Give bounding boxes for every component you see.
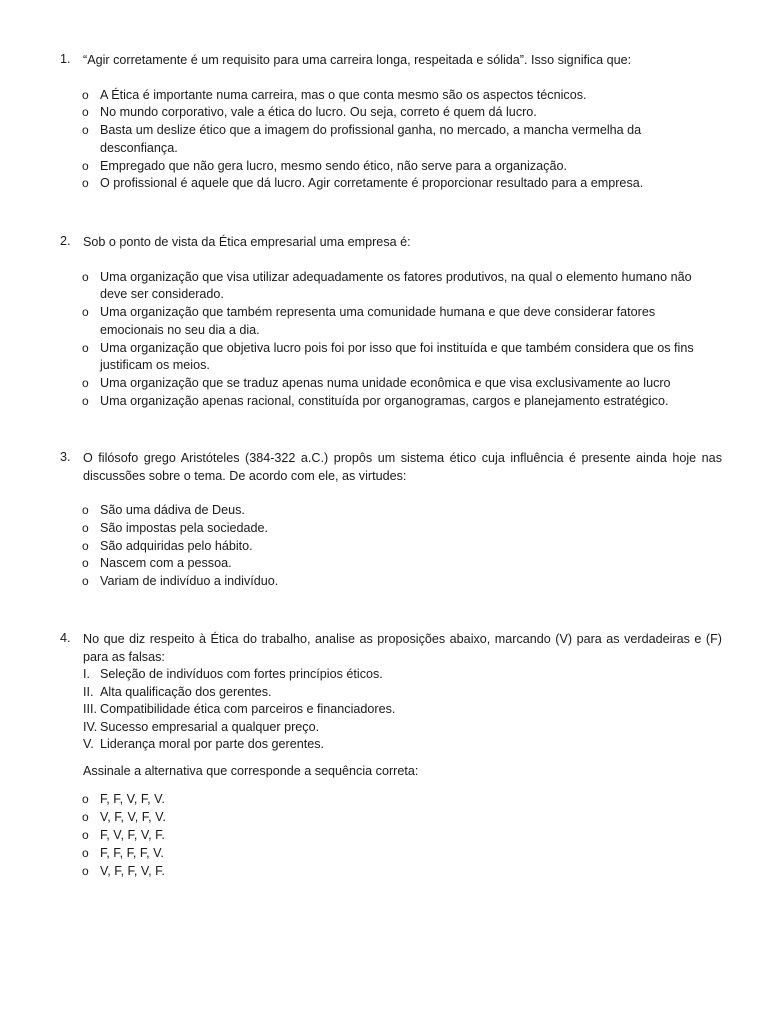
proposition-item [83,684,722,702]
bullet-icon: o [82,503,89,517]
bullet-icon: o [82,845,89,860]
bullet-icon: o [82,123,89,138]
bullet-icon: o [82,792,89,807]
option-item [60,375,722,393]
option-text: F, F, F, F, V. [100,845,164,860]
option-item [60,791,722,809]
bullet-icon: o [82,810,89,825]
option-text: F, F, V, F, V. [100,792,165,807]
option-item [60,845,722,863]
option-text: Uma organização que visa utilizar adequadamente os fatores produtivos, na qual o elemento humano não deve ser considerado. [100,269,692,302]
option-text: São uma dádiva de Deus. [100,503,245,517]
bullet-icon: o [82,538,89,553]
bullet-icon: o [82,105,89,120]
proposition-text: Compatibilidade ética com parceiros e financiadores. [100,702,396,717]
option-item [60,502,722,520]
bullet-icon: o [82,176,89,191]
option-list [60,791,722,880]
question-4 [60,631,722,880]
question-1 [60,52,722,193]
option-text: Basta um deslize ético que a imagem do profissional ganha, no mercado, a mancha vermelha da desconfiança. [100,123,642,155]
option-item [60,158,722,176]
option-list [60,502,722,591]
proposition-label: II. [83,684,94,699]
bullet-icon: o [82,863,89,878]
option-item [60,269,722,305]
option-item [60,393,722,411]
option-item [60,573,722,591]
bullet-icon: o [82,828,89,843]
option-text: Uma organização que também representa uma comunidade humana e que deve considerar fatores emocionais no seu dia a dia. [100,305,656,337]
bullet-icon: o [82,520,89,535]
proposition-text: Liderança moral por parte dos gerentes. [100,737,325,752]
proposition-text: Sucesso empresarial a qualquer preço. [100,719,320,734]
option-text: A Ética é importante numa carreira, mas o que conta mesmo são os aspectos técnicos. [100,87,587,102]
option-text: Variam de indivíduo a indivíduo. [100,574,279,589]
bullet-icon: o [82,269,89,284]
option-item [60,520,722,538]
option-item [60,175,722,193]
bullet-icon: o [82,376,89,391]
option-text: Nascem com a pessoa. [100,556,232,571]
bullet-icon: o [82,305,89,320]
option-item [60,827,722,845]
option-text: Uma organização que se traduz apenas numa unidade econômica e que visa exclusivamente ao lucro [100,376,671,391]
option-list [60,269,722,411]
option-text: V, F, F, V, F. [100,863,165,878]
option-item [60,122,722,158]
bullet-icon: o [82,394,89,409]
option-item [60,809,722,827]
option-text: Empregado que não gera lucro, mesmo sendo ético, não serve para a organização. [100,158,567,173]
proposition-label: I. [83,667,90,681]
proposition-list [83,666,722,754]
question-number: 1. [60,52,71,66]
option-text: O profissional é aquele que dá lucro. Agir corretamente é proporcionar resultado para a empresa. [100,176,644,191]
option-item [60,87,722,105]
bullet-icon: o [82,87,89,102]
option-item [60,304,722,340]
option-text: São adquiridas pelo hábito. [100,538,253,553]
question-text: No que diz respeito à Ética do trabalho, analise as proposições abaixo, marcando (V) para as verdadeiras e (F) para as falsas: [83,632,722,664]
option-item [60,104,722,122]
bullet-icon: o [82,158,89,173]
proposition-label: IV. [83,719,98,734]
option-item [60,863,722,881]
option-item [60,555,722,573]
question-number: 2. [60,234,71,248]
proposition-label: V. [83,737,94,752]
option-item [60,340,722,376]
question-text: Sob o ponto de vista da Ética empresarial uma empresa é: [83,235,411,249]
option-text: São impostas pela sociedade. [100,520,269,535]
proposition-text: Alta qualificação dos gerentes. [100,684,272,699]
question-number: 3. [60,450,71,464]
proposition-text: Seleção de indivíduos com fortes princípios éticos. [100,667,383,681]
question-number: 4. [60,631,71,645]
bullet-icon: o [82,340,89,355]
option-text: Uma organização que objetiva lucro pois foi por isso que foi instituída e que também considera que os fins justificam os meios. [100,340,694,373]
proposition-item [83,736,722,754]
proposition-item [83,701,722,719]
option-text: Uma organização apenas racional, constituída por organogramas, cargos e planejamento estratégico. [100,394,669,409]
bullet-icon: o [82,574,89,589]
proposition-label: III. [83,702,97,717]
option-text: V, F, V, F, V. [100,810,166,825]
option-item [60,538,722,556]
question-text: O filósofo grego Aristóteles (384-322 a.C.) propôs um sistema ético cuja influência é presente ainda hoje nas discussões sobre o tema. De acordo com ele, as virtudes: [83,451,722,483]
option-list [60,87,722,194]
proposition-item [83,719,722,737]
question-text: “Agir corretamente é um requisito para uma carreira longa, respeitada e sólida”. Isso significa que: [83,53,632,67]
question-3 [60,450,722,591]
option-text: F, V, F, V, F. [100,828,165,843]
bullet-icon: o [82,556,89,571]
proposition-item [83,666,722,684]
question-2 [60,234,722,411]
instruction-text: Assinale a alternativa que corresponde a sequência correta: [83,763,419,778]
option-text: No mundo corporativo, vale a ética do lucro. Ou seja, correto é quem dá lucro. [100,105,537,120]
